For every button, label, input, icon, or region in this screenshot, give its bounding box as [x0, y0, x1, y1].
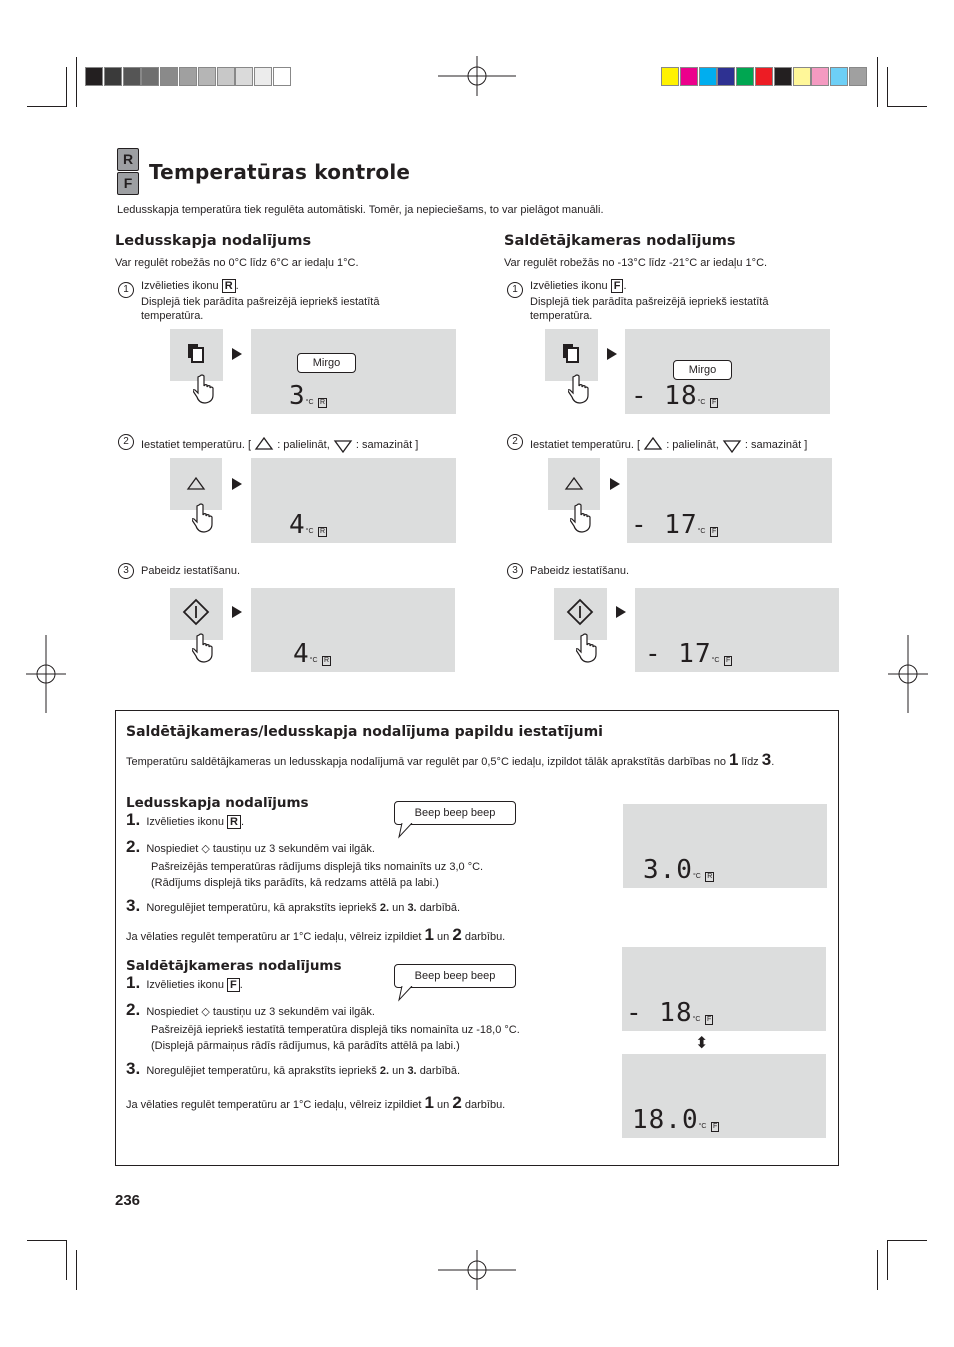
text: (Rādījums displejā tiks parādīts, kā redzams attēlā pa labi.) [151, 877, 439, 889]
unit-label: °C [711, 657, 720, 664]
freezer-heading: Saldētājkameras nodalījums [126, 958, 342, 974]
text: : palielināt, [666, 438, 719, 451]
crop-mark [66, 67, 67, 107]
crop-mark [27, 1240, 67, 1241]
compartment-tag: R [319, 528, 326, 535]
color-swatch [811, 67, 829, 86]
compartment-tag: F [706, 1016, 712, 1023]
arrow-icon [616, 606, 626, 618]
unit-label: °C [692, 1016, 701, 1023]
text: : samazināt ] [355, 438, 419, 451]
step-ref: 2 [452, 1093, 462, 1112]
up-button[interactable] [170, 458, 222, 510]
down-triangle-icon [333, 435, 353, 455]
down-triangle-icon [722, 435, 742, 455]
gray-swatch [141, 67, 159, 86]
compartment-tag: F [711, 399, 717, 406]
left-range: Var regulēt robežās no 0°C līdz 6°C ar iedaļu 1°C. [115, 257, 359, 269]
display-value: - 17 [645, 639, 712, 669]
compartment-tag: R [323, 657, 330, 664]
color-swatch [680, 67, 698, 86]
color-swatch [793, 67, 811, 86]
text: līdz [741, 756, 759, 768]
crop-mark [66, 1240, 67, 1280]
set-button[interactable] [554, 588, 607, 640]
gray-swatch [254, 67, 272, 86]
text: un [392, 902, 405, 914]
text: Noregulējiet temperatūru, kā aprakstīts iepriekš [146, 1065, 377, 1077]
step2-text [141, 435, 418, 455]
hand-press-icon [576, 633, 600, 663]
text: Izvēlieties ikonu [530, 280, 608, 292]
text: Temperatūru saldētājkameras un ledusskapja nodalījumā var regulēt par 0,5°C iedaļu, izpildot tālāk aprakstītās darbības no [126, 756, 726, 768]
temperature-display [627, 458, 832, 543]
step-number: 1. [126, 810, 141, 829]
key-icon: F [227, 978, 240, 992]
up-triangle-icon [643, 435, 663, 451]
temperature-display [635, 588, 839, 672]
color-swatch [736, 67, 754, 86]
box-intro [126, 750, 775, 769]
display-value: 4 [289, 510, 306, 540]
display-value: 3.0 [643, 855, 693, 885]
crop-mark [887, 106, 927, 107]
up-button[interactable] [548, 458, 600, 510]
text: Nospiediet [146, 1006, 199, 1018]
unit-label: °C [697, 399, 706, 406]
text: Pašreizējā iepriekš iestatītā temperatūra displejā tiks nomainīta uz -18,0 °C. [151, 1024, 520, 1036]
crop-mark [76, 57, 77, 107]
set-diamond-icon: ◇ [201, 843, 210, 855]
select-button[interactable] [170, 329, 223, 381]
step-ref: 1 [729, 750, 739, 769]
unit-label: °C [692, 873, 701, 880]
up-triangle-icon [254, 435, 274, 451]
arrow-icon [232, 606, 242, 618]
f-icon: F [117, 172, 139, 195]
text: 2. [379, 1065, 390, 1077]
unit-label: °C [697, 528, 706, 535]
box-heading: Saldētājkameras/ledusskapja nodalījuma papildu iestatījumi [126, 724, 603, 740]
step2-text [530, 435, 807, 455]
compartment-tag: F [712, 1123, 718, 1130]
callout-tail [398, 823, 418, 839]
color-swatch [774, 67, 792, 86]
r-icon: R [117, 148, 139, 171]
color-swatch [717, 67, 735, 86]
display-value: 18.0 [632, 1105, 699, 1135]
gray-swatch [104, 67, 122, 86]
step3-text: Pabeidz iestatīšanu. [530, 565, 630, 577]
compartment-tag: R [707, 873, 713, 880]
gray-swatch [217, 67, 235, 86]
compartment-tag: F [725, 657, 731, 664]
set-button[interactable] [170, 588, 223, 640]
up-triangle-icon [722, 439, 742, 455]
text: un [437, 1099, 450, 1111]
text: Pašreizējās temperatūras rādījums displejā tiks nomainīts uz 3,0 °C. [151, 861, 484, 873]
color-swatch [849, 67, 867, 86]
arrow-icon [232, 478, 242, 490]
hand-press-icon [192, 633, 216, 663]
text: darbībā. [419, 902, 461, 914]
text: Ja vēlaties regulēt temperatūru ar 1°C iedaļu, vēlreiz izpildiet [126, 1099, 422, 1111]
crop-mark [877, 1250, 878, 1290]
arrow-icon [232, 348, 242, 360]
step-number: 1. [126, 973, 141, 992]
color-swatch [755, 67, 773, 86]
unit-label: °C [305, 399, 314, 406]
text: Iestatiet temperatūru. [ [530, 438, 641, 451]
crop-mark [877, 57, 878, 107]
step-number: 2. [126, 837, 141, 856]
select-icon [185, 342, 207, 364]
gray-swatch [273, 67, 291, 86]
text: un [437, 931, 450, 943]
step-number: 1 [118, 282, 134, 298]
text: Iestatiet temperatūru. [ [141, 438, 252, 451]
page-number: 236 [115, 1192, 141, 1209]
step-number: 3. [126, 896, 141, 915]
text: Nospiediet [146, 843, 199, 855]
text: Ja vēlaties regulēt temperatūru ar 1°C iedaļu, vēlreiz izpildiet [126, 931, 422, 943]
text: 2. [379, 902, 390, 914]
step1-text: Izvēlieties ikonu F . [530, 280, 627, 292]
gray-swatch [179, 67, 197, 86]
display-value: - 17 [631, 510, 698, 540]
step-ref: 1 [424, 925, 434, 944]
registration-mark [888, 635, 928, 713]
hand-press-icon [570, 503, 594, 533]
set-diamond-icon [566, 598, 594, 626]
up-triangle-icon [333, 439, 353, 455]
right-heading: Saldētājkameras nodalījums [504, 233, 736, 249]
display-value: - 18 [631, 381, 698, 411]
blink-callout: Mirgo [673, 360, 732, 380]
text: : samazināt ] [744, 438, 808, 451]
text: darbību. [464, 1099, 506, 1111]
registration-mark [438, 1250, 516, 1290]
gray-swatch [85, 67, 103, 86]
step1-desc: Displejā tiek parādīta pašreizējā iepriekš iestatītā [530, 296, 769, 308]
text: Izvēlieties ikonu [146, 979, 224, 991]
text: 3. [407, 902, 417, 914]
text: taustiņu uz 3 sekundēm vai ilgāk. [212, 1006, 375, 1018]
step-ref: 3 [761, 750, 772, 769]
text: Izvēlieties ikonu [146, 816, 224, 828]
text: Noregulējiet temperatūru, kā aprakstīts iepriekš [146, 902, 377, 914]
crop-mark [887, 1240, 927, 1241]
gray-swatch [160, 67, 178, 86]
step-number: 2 [118, 434, 134, 450]
step-ref: 1 [424, 1093, 434, 1112]
step-number: 3 [507, 563, 523, 579]
manual-page: R F Temperatūras kontrole Ledusskapja temperatūra tiek regulēta automātiski. Tomēr, ja nepieciešams, to var pielāgot manuāli. Saldētājkameras/ledusskapja nodalījuma papildu iestatījumi Temperatūru saldētājkameras un ledusskapja nodalījumā var regulēt par 0,5°C iedaļu, izpildot tālāk aprakstītās darbības no 1 līdz 3. 236 Ledusskapja nodalījums Var regulēt robežās no 0°C līdz 6°C ar iedaļu 1°C. 1 Izvēlieties ikonu R . Displejā tiek parādīta pašreizējā iepriekš iestatītā temperatūra. 3°C R Mirgo 2 Iestatiet temperatūru. [ : palielināt, : samazināt ] 4°C R 3 Pabeidz iestatīšanu. 4°C R Saldētājkameras nodalījums Var regulēt robežās no -13°C līdz -21°C ar iedaļu 1°C. 1 Izvēlieties ikonu F . Displejā tiek parādīta pašreizējā iepriekš iestatītā temperatūra. - 18°C F Mirgo 2 Iestatiet temperatūru. [ : palielināt, : samazināt ] - 17°C F 3 Pabeidz iestatīšanu. - 17°C F Ledusskapja nodalījums 1. Izvēlieties ikonu R . Beep beep beep 2. Nospiediet ◇ taustiņu uz 3 sekundēm vai ilgāk. Pašreizējās temperatūras rādījums displejā tiks nomainīts uz 3,0 °C. (Rādījums displejā tiks parādīts, kā redzams attēlā pa labi.) 3. Noregulējiet temperatūru, kā aprakstīts iepriekš 2. un 3. darbībā. Ja vēlaties regulēt temperatūru ar 1°C iedaļu, vēlreiz izpildiet 1 un 2 darbību. Saldētājkameras nodalījums 1. Izvēlieties ikonu F . Beep beep beep 2. Nospiediet ◇ taustiņu uz 3 sekundēm vai ilgāk. Pašreizējā iepriekš iestatītā temperatūra displejā tiks nomainīta uz -18,0 °C. (Displejā pārmaiņus rādīs rādījumus, kā parādīts attēlā pa labi.) 3. Noregulējiet temperatūru, kā aprakstīts iepriekš 2. un 3. darbībā. Ja vēlaties regulēt temperatūru ar 1°C iedaļu, vēlreiz izpildiet 1 un 2 darbību. 3.0°C R - 18°C F ⬍ 18.0°C F [0, 0, 954, 1347]
text: darbību. [464, 931, 506, 943]
display-value: 4 [293, 639, 310, 669]
up-triangle-icon [186, 475, 206, 491]
intro-text: Ledusskapja temperatūra tiek regulēta automātiski. Tomēr, ja nepieciešams, to var pielāgot manuāli. [117, 204, 604, 216]
text: taustiņu uz 3 sekundēm vai ilgāk. [212, 843, 375, 855]
step-ref: 2 [452, 925, 462, 944]
gray-swatch [198, 67, 216, 86]
text: un [392, 1065, 405, 1077]
gray-swatch [123, 67, 141, 86]
step-number: 2. [126, 1000, 141, 1019]
right-range: Var regulēt robežās no -13°C līdz -21°C ar iedaļu 1°C. [504, 257, 768, 269]
key-icon: R [222, 279, 236, 293]
rf-icon [117, 148, 139, 194]
set-diamond-icon [182, 598, 210, 626]
temperature-display [622, 1054, 826, 1138]
text: . [771, 756, 775, 768]
step1-desc: temperatūra. [141, 310, 204, 322]
text: 3. [407, 1065, 417, 1077]
display-value: 3 [289, 381, 306, 411]
page-title: Temperatūras kontrole [149, 160, 411, 184]
left-heading: Ledusskapja nodalījums [115, 233, 312, 249]
color-swatch [661, 67, 679, 86]
temperature-display [251, 588, 455, 672]
color-swatch [830, 67, 848, 86]
blink-callout: Mirgo [297, 353, 356, 373]
text: : palielināt, [277, 438, 330, 451]
key-icon: F [611, 279, 624, 293]
crop-mark [76, 1250, 77, 1290]
callout-tail [398, 986, 418, 1002]
hand-press-icon [192, 503, 216, 533]
unit-label: °C [698, 1123, 707, 1130]
arrow-icon [607, 348, 617, 360]
up-triangle-icon [564, 475, 584, 491]
text: (Displejā pārmaiņus rādīs rādījumus, kā parādīts attēlā pa labi.) [151, 1040, 460, 1052]
text: Izvēlieties ikonu [141, 280, 219, 292]
temperature-display [623, 804, 827, 888]
crop-mark [887, 67, 888, 107]
color-swatch [699, 67, 717, 86]
step1-desc: temperatūra. [530, 310, 593, 322]
compartment-tag: R [319, 399, 326, 406]
step-number: 2 [507, 434, 523, 450]
alternating-arrow-icon: ⬍ [695, 1035, 709, 1052]
unit-label: °C [309, 657, 318, 664]
select-button[interactable] [545, 329, 598, 381]
step-number: 1 [507, 282, 523, 298]
step-number: 3. [126, 1059, 141, 1078]
unit-label: °C [305, 528, 314, 535]
key-icon: R [227, 815, 241, 829]
select-icon [560, 342, 582, 364]
fridge-heading: Ledusskapja nodalījums [126, 795, 309, 811]
text: darbībā. [419, 1065, 461, 1077]
gray-swatch [235, 67, 253, 86]
crop-mark [27, 106, 67, 107]
step1-desc: Displejā tiek parādīta pašreizējā iepriekš iestatītā [141, 296, 380, 308]
hand-press-icon [193, 374, 217, 404]
beep-callout: Beep beep beep [394, 801, 516, 825]
temperature-display [251, 458, 456, 543]
beep-callout: Beep beep beep [394, 964, 516, 988]
step-number: 3 [118, 563, 134, 579]
display-value: - 18 [626, 998, 693, 1028]
hand-press-icon [568, 374, 592, 404]
compartment-tag: F [711, 528, 717, 535]
step1-text: Izvēlieties ikonu R . [141, 280, 239, 292]
registration-mark [26, 635, 66, 713]
crop-mark [887, 1240, 888, 1280]
arrow-icon [610, 478, 620, 490]
temperature-display [622, 947, 826, 1031]
registration-mark [438, 56, 516, 96]
step3-text: Pabeidz iestatīšanu. [141, 565, 241, 577]
set-diamond-icon: ◇ [201, 1006, 210, 1018]
